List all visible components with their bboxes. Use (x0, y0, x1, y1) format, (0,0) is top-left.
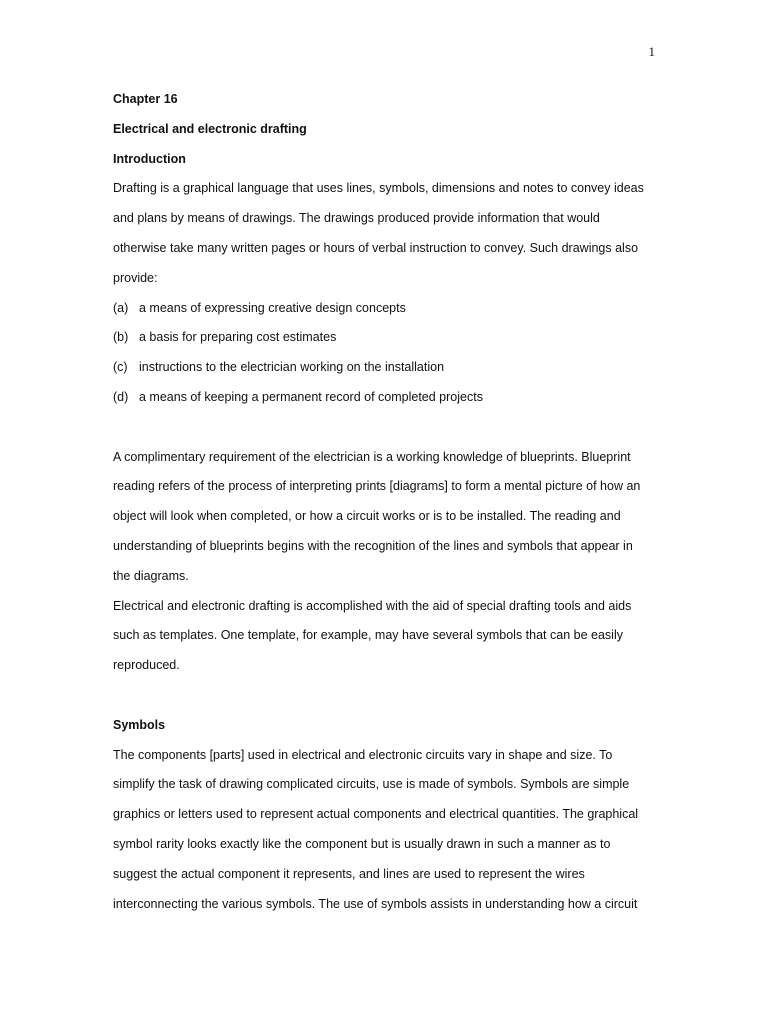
list-item-text: a means of keeping a permanent record of completed projects (139, 389, 483, 404)
symbols-heading: Symbols (113, 717, 166, 732)
paragraph-line: Drafting is a graphical language that uses lines, symbols, dimensions and notes to convey ideas (113, 181, 644, 196)
paragraph-line: symbol rarity looks exactly like the component but is usually drawn in such a manner as to (113, 836, 611, 851)
chapter-number: Chapter 16 (113, 92, 178, 106)
list-item (113, 353, 658, 383)
drawing-purposes-list (113, 294, 658, 413)
paragraph-spacer (113, 681, 658, 711)
paragraph-line: otherwise take many written pages or hours of verbal instruction to convey. Such drawings also (113, 240, 639, 255)
document-body (113, 85, 658, 919)
paragraph-spacer (113, 413, 658, 443)
paragraph-line: simplify the task of drawing complicated circuits, use is made of symbols. Symbols are simple (113, 777, 630, 792)
paragraph-line: A complimentary requirement of the electrician is a working knowledge of blueprints. Blueprint (113, 449, 631, 464)
list-marker: (a) (113, 300, 129, 315)
blueprint-paragraph (113, 443, 658, 592)
paragraph-line: reproduced. (113, 658, 180, 673)
page-number: 1 (648, 44, 655, 59)
paragraph-line: object will look when completed, or how a circuit works or is to be installed. The reading and (113, 509, 621, 524)
paragraph-line: graphics or letters used to represent actual components and electrical quantities. The graphical (113, 807, 639, 822)
paragraph-line: the diagrams. (113, 568, 189, 583)
paragraph-line: provide: (113, 270, 158, 285)
list-item (113, 323, 658, 353)
introduction-paragraph (113, 174, 658, 293)
paragraph-line: interconnecting the various symbols. The use of symbols assists in understanding how a circuit (113, 896, 638, 911)
list-item-text: a basis for preparing cost estimates (139, 330, 337, 345)
paragraph-line: Electrical and electronic drafting is accomplished with the aid of special drafting tools and aids (113, 598, 632, 613)
list-item-text: a means of expressing creative design concepts (139, 300, 406, 315)
list-marker: (b) (113, 330, 129, 345)
paragraph-line: and plans by means of drawings. The drawings produced provide information that would (113, 211, 600, 226)
list-marker: (d) (113, 389, 129, 404)
paragraph-line: reading refers of the process of interpreting prints [diagrams] to form a mental picture of how an (113, 479, 641, 494)
list-item (113, 383, 658, 413)
paragraph-line: The components [parts] used in electrical and electronic circuits vary in shape and size. To (113, 747, 613, 762)
drafting-tools-paragraph (113, 592, 658, 681)
list-item-text: instructions to the electrician working on the installation (139, 360, 445, 375)
paragraph-line: suggest the actual component it represents, and lines are used to represent the wires (113, 866, 585, 881)
list-marker: (c) (113, 360, 128, 375)
paragraph-line: understanding of blueprints begins with the recognition of the lines and symbols that appear in (113, 538, 633, 553)
paragraph-line: such as templates. One template, for example, may have several symbols that can be easily (113, 628, 623, 643)
chapter-title: Electrical and electronic drafting (113, 121, 307, 136)
introduction-heading: Introduction (113, 151, 186, 166)
list-item (113, 294, 658, 324)
symbols-paragraph (113, 741, 658, 920)
